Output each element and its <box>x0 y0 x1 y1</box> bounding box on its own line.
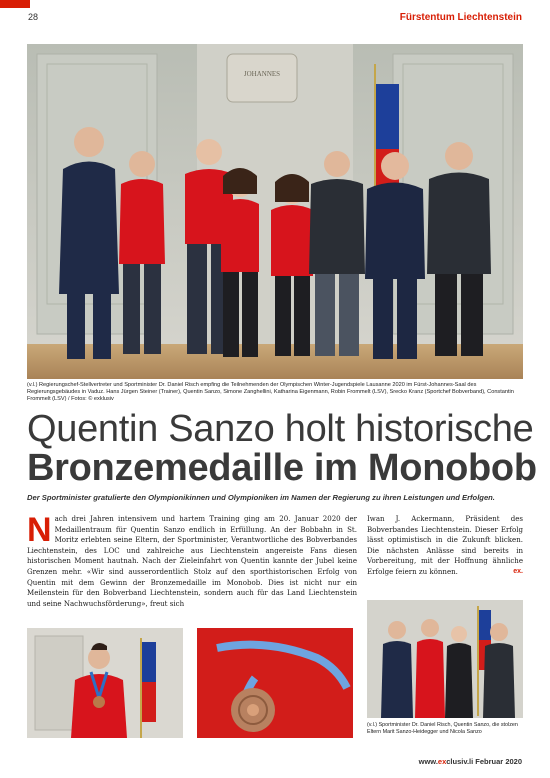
headline-line-1: Quentin Sanzo holt historische <box>27 408 534 450</box>
footer-rest: clusiv.li Februar 2020 <box>446 757 522 766</box>
headline-line-2: Bronzemedaille im Monobob <box>27 447 537 489</box>
author-signature: ex. <box>513 567 523 575</box>
athlete-medal-photo <box>27 628 183 738</box>
section-title: Fürstentum Liechtenstein <box>399 12 522 23</box>
main-group-photo <box>27 44 523 379</box>
wall-sign: JOHANNES <box>243 70 281 78</box>
article-body-left <box>27 511 357 609</box>
family-photo <box>367 600 523 718</box>
page-corner-tab <box>0 0 30 8</box>
footer-prefix: www. <box>418 757 438 766</box>
main-photo-caption: (v.l.) Regierungschef-Stellvertreter und Sportminister Dr. Daniel Risch empfing die Teilnehmenden der Olympischen Winter-Jugendspiele Lausanne 2020 im Fürst-Johannes-Saal des Regierungsgebäudes in Vaduz. Hans Jürgen Steiner (Trainer), Quentin Sanzo, Simone Zanghellini, Katharina Eigenmann, Robin Frommelt (LSV), Srecko Kranz (Sportchef Bobverband), Constantin Frommelt (LSV) / Fotos: © exklusiv <box>27 382 514 403</box>
lead-paragraph: Der Sportminister gratulierte den Olympionikinnen und Olympioniken im Namen der Regierung zu ihren Leistungen und Erfolgen. <box>27 493 495 502</box>
bronze-medal-photo <box>197 628 353 738</box>
footer-brand: ex <box>437 757 447 766</box>
body-text-left: ach drei Jahren intensivem und hartem Training ging am 20. Januar 2020 der Medaillentraum für Quentin Sanzo endlich in Erfüllung. An der Bobbahn in St. Moritz erlebten seine Eltern, der Sportminister, Verantwortliche des Bobverbandes Liechtenstein, des LOC und zahlreiche aus Liechtenstein angereiste Fans diesen historischen Moment hautnah. Nach der Zieleinfahrt von Quentin kannte der Jubel keine Grenzen mehr. «Wir sind ausserordentlich Stolz auf den sporthistorischen Erfolg von Quentin mit dem Gewinn der Bronzemedaille im Monobob. Dies ist nicht nur ein Meilenstein für den Bobverband Liechtenstein, sondern auch für das Land Liechtenstein und seine Nachwuchsförderung», freut sich <box>27 514 357 608</box>
body-text-right: Iwan J. Ackermann, Präsident des Bobverbandes Liechtenstein. Dieser Erfolg lässt optimistisch in die Zukunft blicken. Die nächsten Anlässe sind bereits in Vorbereitung, mit der Hoffnung ähnliche Erfolge feiern zu können. <box>367 514 523 576</box>
drop-cap: N <box>27 511 52 549</box>
footer-website[interactable] <box>419 757 522 766</box>
family-photo-illustration <box>367 600 523 718</box>
page-number: 28 <box>28 12 39 22</box>
athlete-photo-illustration <box>27 628 183 738</box>
family-photo-caption: (v.l.) Sportminister Dr. Daniel Risch, Quentin Sanzo, die stolzen Eltern Marit Sanzo-Heidegger und Nicola Sanzo <box>367 722 518 735</box>
article-body-right <box>367 514 523 578</box>
medal-photo-illustration <box>197 628 353 738</box>
group-photo-illustration <box>27 44 523 379</box>
